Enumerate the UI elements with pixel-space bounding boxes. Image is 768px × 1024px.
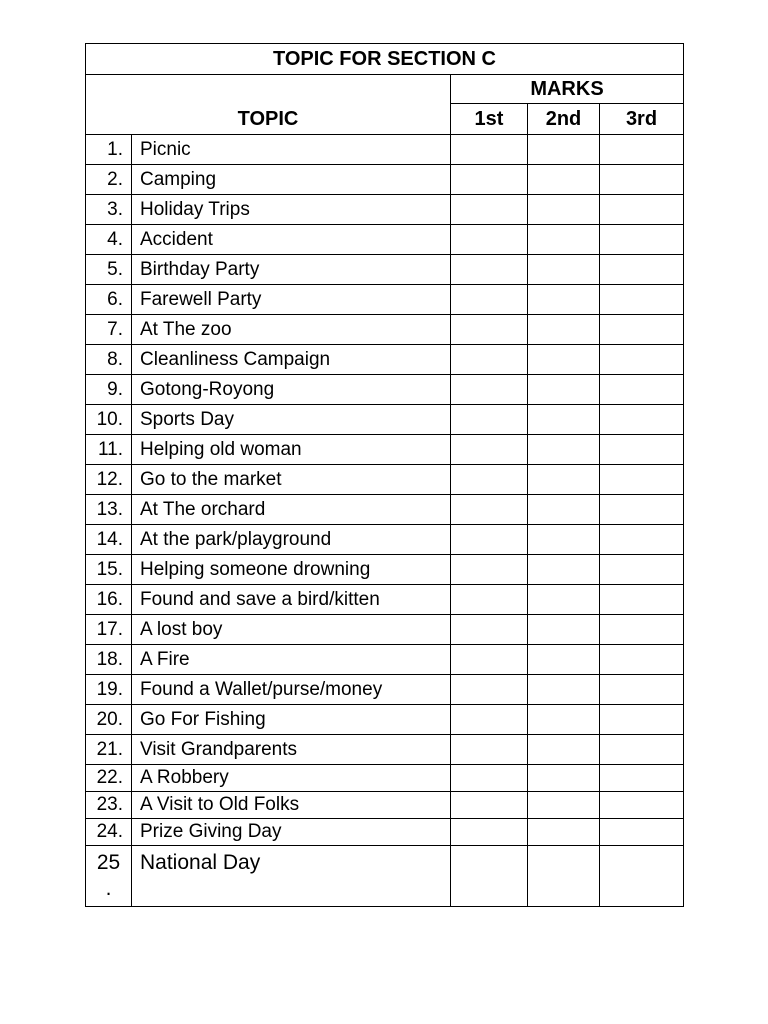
table-row — [86, 345, 684, 375]
mark-cell-1st[interactable] — [451, 792, 528, 819]
mark-cell-2nd[interactable] — [528, 705, 600, 735]
topic-name: Visit Grandparents — [132, 735, 451, 765]
mark-cell-3rd[interactable] — [600, 585, 684, 615]
mark-cell-1st[interactable] — [451, 705, 528, 735]
mark-cell-3rd[interactable] — [600, 165, 684, 195]
topic-header: TOPIC — [86, 75, 451, 135]
topic-number: 6. — [86, 285, 132, 315]
marks-header: MARKS — [451, 75, 684, 104]
table-row — [86, 675, 684, 705]
topic-number: 12. — [86, 465, 132, 495]
mark-cell-3rd[interactable] — [600, 225, 684, 255]
mark-cell-1st[interactable] — [451, 135, 528, 165]
table-row — [86, 225, 684, 255]
topic-name: Camping — [132, 165, 451, 195]
topic-name: Go For Fishing — [132, 705, 451, 735]
table-row — [86, 705, 684, 735]
table-row — [86, 645, 684, 675]
topic-name: A Fire — [132, 645, 451, 675]
table-row — [86, 465, 684, 495]
topic-number: 5. — [86, 255, 132, 285]
mark-cell-2nd[interactable] — [528, 495, 600, 525]
topic-name: A lost boy — [132, 615, 451, 645]
table-title: TOPIC FOR SECTION C — [86, 44, 684, 75]
mark-cell-1st[interactable] — [451, 645, 528, 675]
topic-number: 1. — [86, 135, 132, 165]
table-row — [86, 405, 684, 435]
table-row — [86, 375, 684, 405]
topic-name: National Day — [132, 846, 451, 907]
topic-name: Birthday Party — [132, 255, 451, 285]
topic-number: 14. — [86, 525, 132, 555]
mark-cell-2nd[interactable] — [528, 345, 600, 375]
topic-name: Holiday Trips — [132, 195, 451, 225]
topic-number: 16. — [86, 585, 132, 615]
topic-name: Helping someone drowning — [132, 555, 451, 585]
topic-number: 7. — [86, 315, 132, 345]
table-row — [86, 819, 684, 846]
mark-cell-3rd[interactable] — [600, 792, 684, 819]
topic-number: 10. — [86, 405, 132, 435]
mark-cell-3rd[interactable] — [600, 375, 684, 405]
mark-cell-2nd[interactable] — [528, 792, 600, 819]
mark-cell-1st[interactable] — [451, 819, 528, 846]
topic-number: 22. — [86, 765, 132, 792]
topic-name: Sports Day — [132, 405, 451, 435]
mark-cell-1st[interactable] — [451, 675, 528, 705]
topic-name: Accident — [132, 225, 451, 255]
mark-cell-2nd[interactable] — [528, 375, 600, 405]
topic-name: A Visit to Old Folks — [132, 792, 451, 819]
mark-cell-3rd[interactable] — [600, 705, 684, 735]
mark-cell-2nd[interactable] — [528, 645, 600, 675]
mark-cell-3rd[interactable] — [600, 405, 684, 435]
mark-cell-1st[interactable] — [451, 525, 528, 555]
table-row — [86, 135, 684, 165]
topic-number: 4. — [86, 225, 132, 255]
mark-cell-1st[interactable] — [451, 585, 528, 615]
mark-cell-2nd[interactable] — [528, 195, 600, 225]
topic-number: 13. — [86, 495, 132, 525]
mark-cell-3rd[interactable] — [600, 615, 684, 645]
mark-cell-2nd[interactable] — [528, 405, 600, 435]
mark-cell-3rd[interactable] — [600, 195, 684, 225]
mark-cell-3rd[interactable] — [600, 555, 684, 585]
mark-cell-3rd[interactable] — [600, 315, 684, 345]
table-row — [86, 846, 684, 907]
table-row — [86, 165, 684, 195]
mark-cell-1st[interactable] — [451, 435, 528, 465]
mark-cell-1st[interactable] — [451, 765, 528, 792]
topic-number: 11. — [86, 435, 132, 465]
mark-cell-1st[interactable] — [451, 465, 528, 495]
mark-cell-1st[interactable] — [451, 375, 528, 405]
topic-number: 8. — [86, 345, 132, 375]
table-row — [86, 255, 684, 285]
topic-name: Prize Giving Day — [132, 819, 451, 846]
mark-cell-2nd[interactable] — [528, 255, 600, 285]
table-row — [86, 735, 684, 765]
mark-cell-1st[interactable] — [451, 255, 528, 285]
mark-cell-2nd[interactable] — [528, 225, 600, 255]
mark-cell-1st[interactable] — [451, 345, 528, 375]
topics-table — [85, 43, 684, 907]
topic-number: 21. — [86, 735, 132, 765]
mark-cell-1st[interactable] — [451, 315, 528, 345]
mark-cell-3rd[interactable] — [600, 255, 684, 285]
topic-name: At The orchard — [132, 495, 451, 525]
topic-name: At the park/playground — [132, 525, 451, 555]
mark-cell-2nd[interactable] — [528, 435, 600, 465]
mark-column-3rd: 3rd — [600, 104, 684, 135]
mark-cell-1st[interactable] — [451, 495, 528, 525]
mark-cell-2nd[interactable] — [528, 315, 600, 345]
table-row — [86, 585, 684, 615]
topic-number: 3. — [86, 195, 132, 225]
mark-cell-1st[interactable] — [451, 195, 528, 225]
mark-cell-2nd[interactable] — [528, 465, 600, 495]
mark-cell-3rd[interactable] — [600, 645, 684, 675]
mark-cell-2nd[interactable] — [528, 165, 600, 195]
topic-number: 18. — [86, 645, 132, 675]
table-row — [86, 315, 684, 345]
mark-cell-2nd[interactable] — [528, 675, 600, 705]
mark-cell-2nd[interactable] — [528, 135, 600, 165]
topic-number — [86, 846, 132, 907]
topic-number: 17. — [86, 615, 132, 645]
mark-cell-3rd[interactable] — [600, 465, 684, 495]
mark-cell-3rd[interactable] — [600, 495, 684, 525]
topic-number-suffix: . — [105, 877, 112, 900]
topic-name: Go to the market — [132, 465, 451, 495]
topic-number: 23. — [86, 792, 132, 819]
topic-number: 20. — [86, 705, 132, 735]
mark-cell-1st[interactable] — [451, 846, 528, 907]
mark-cell-3rd[interactable] — [600, 735, 684, 765]
topic-name: A Robbery — [132, 765, 451, 792]
mark-cell-1st[interactable] — [451, 225, 528, 255]
mark-column-2nd: 2nd — [528, 104, 600, 135]
mark-cell-3rd[interactable] — [600, 285, 684, 315]
mark-cell-2nd[interactable] — [528, 765, 600, 792]
mark-cell-1st[interactable] — [451, 735, 528, 765]
mark-cell-2nd[interactable] — [528, 846, 600, 907]
mark-cell-2nd[interactable] — [528, 555, 600, 585]
mark-cell-2nd[interactable] — [528, 585, 600, 615]
topic-name: Found and save a bird/kitten — [132, 585, 451, 615]
table-row — [86, 555, 684, 585]
topic-name: At The zoo — [132, 315, 451, 345]
mark-cell-1st[interactable] — [451, 405, 528, 435]
topic-number: 15. — [86, 555, 132, 585]
mark-cell-2nd[interactable] — [528, 525, 600, 555]
topic-name: Helping old woman — [132, 435, 451, 465]
table-row — [86, 792, 684, 819]
mark-cell-3rd[interactable] — [600, 846, 684, 907]
mark-cell-2nd[interactable] — [528, 615, 600, 645]
mark-cell-1st[interactable] — [451, 165, 528, 195]
mark-cell-1st[interactable] — [451, 285, 528, 315]
mark-cell-3rd[interactable] — [600, 345, 684, 375]
mark-cell-2nd[interactable] — [528, 735, 600, 765]
table-row — [86, 435, 684, 465]
topic-name: Cleanliness Campaign — [132, 345, 451, 375]
mark-cell-3rd[interactable] — [600, 675, 684, 705]
topic-number: 19. — [86, 675, 132, 705]
mark-cell-2nd[interactable] — [528, 819, 600, 846]
topic-number: 24. — [86, 819, 132, 846]
mark-cell-3rd[interactable] — [600, 135, 684, 165]
table-row — [86, 195, 684, 225]
topic-name: Found a Wallet/purse/money — [132, 675, 451, 705]
mark-cell-1st[interactable] — [451, 615, 528, 645]
topic-number: 9. — [86, 375, 132, 405]
topic-name: Farewell Party — [132, 285, 451, 315]
mark-cell-3rd[interactable] — [600, 435, 684, 465]
mark-cell-3rd[interactable] — [600, 819, 684, 846]
table-row — [86, 525, 684, 555]
mark-column-1st: 1st — [451, 104, 528, 135]
topic-number: 2. — [86, 165, 132, 195]
mark-cell-3rd[interactable] — [600, 525, 684, 555]
table-row — [86, 765, 684, 792]
mark-cell-3rd[interactable] — [600, 765, 684, 792]
mark-cell-2nd[interactable] — [528, 285, 600, 315]
topic-name: Picnic — [132, 135, 451, 165]
topic-number-value: 25 — [96, 851, 121, 874]
table-row — [86, 615, 684, 645]
mark-cell-1st[interactable] — [451, 555, 528, 585]
table-row — [86, 495, 684, 525]
topic-name: Gotong-Royong — [132, 375, 451, 405]
table-row — [86, 285, 684, 315]
